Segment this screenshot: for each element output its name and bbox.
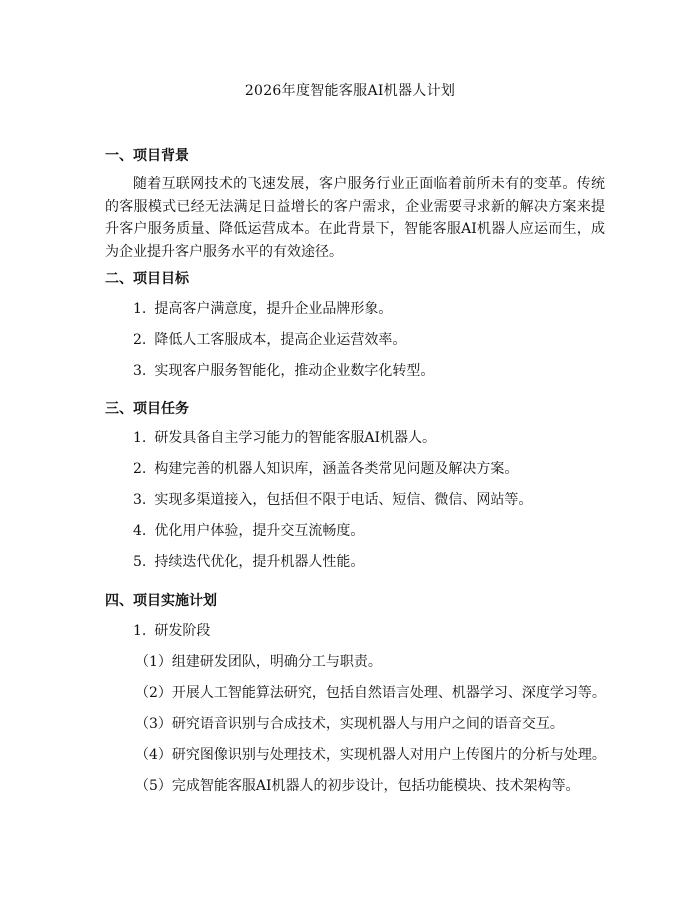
list-item-text: 降低人工客服成本，提高企业运营效率。	[154, 332, 407, 348]
sub-item: （1）组建研发团队，明确分工与职责。	[135, 654, 382, 670]
list-item	[105, 491, 605, 522]
list-item	[105, 331, 605, 362]
sub-item: （4）研究图像识别与处理技术，实现机器人对用户上传图片的分析与处理。	[135, 747, 606, 763]
list-item	[105, 300, 605, 331]
background-paragraph: 随着互联网技术的飞速发展，客户服务行业正面临着前所未有的变革。传统的客服模式已经无法满足日益增长的客户需求，企业需要寻求新的解决方案来提升客户服务质量、降低运营成本。在此背景下，智能客服AI机器人应运而生，成为企业提升客户服务水平的有效途径。	[105, 176, 605, 260]
list-item	[105, 460, 605, 491]
list-item-text: 研发阶段	[154, 623, 211, 639]
section-heading-implementation: 四、项目实施计划	[105, 593, 217, 609]
implementation-subitems	[105, 653, 605, 808]
list-item-number: 1.	[133, 623, 147, 639]
list-item-text: 提高客户满意度，提升企业品牌形象。	[154, 301, 393, 317]
list-item	[105, 553, 605, 584]
tasks-list	[105, 429, 605, 584]
list-item-text: 优化用户体验，提升交互流畅度。	[154, 523, 365, 539]
list-item-number: 1.	[133, 430, 147, 446]
list-item-text: 持续迭代优化，提升机器人性能。	[154, 554, 365, 570]
list-item-number: 4.	[133, 523, 147, 539]
list-item	[105, 522, 605, 553]
list-item	[105, 429, 605, 460]
goals-list	[105, 300, 605, 393]
sub-item: （5）完成智能客服AI机器人的初步设计，包括功能模块、技术架构等。	[135, 778, 580, 794]
list-item-number: 5.	[133, 554, 147, 570]
section-heading-background: 一、项目背景	[105, 148, 189, 164]
list-item-text: 研发具备自主学习能力的智能客服AI机器人。	[154, 430, 436, 446]
list-item-text: 实现客户服务智能化，推动企业数字化转型。	[154, 363, 435, 379]
list-item-text: 构建完善的机器人知识库，涵盖各类常见问题及解决方案。	[154, 461, 519, 477]
section-heading-tasks: 三、项目任务	[105, 401, 189, 417]
sub-item: （2）开展人工智能算法研究，包括自然语言处理、机器学习、深度学习等。	[135, 685, 606, 701]
list-item	[105, 362, 605, 393]
implementation-list	[105, 622, 605, 653]
list-item-number: 3.	[133, 492, 147, 508]
list-item	[105, 622, 605, 653]
list-item-number: 1.	[133, 301, 147, 317]
list-item-text: 实现多渠道接入，包括但不限于电话、短信、微信、网站等。	[154, 492, 533, 508]
list-item-number: 2.	[133, 332, 147, 348]
list-item-number: 3.	[133, 363, 147, 379]
document-title: 2026年度智能客服AI机器人计划	[244, 83, 456, 99]
section-heading-goals: 二、项目目标	[105, 271, 189, 287]
sub-item: （3）研究语音识别与合成技术，实现机器人与用户之间的语音交互。	[135, 716, 564, 732]
list-item-number: 2.	[133, 461, 147, 477]
